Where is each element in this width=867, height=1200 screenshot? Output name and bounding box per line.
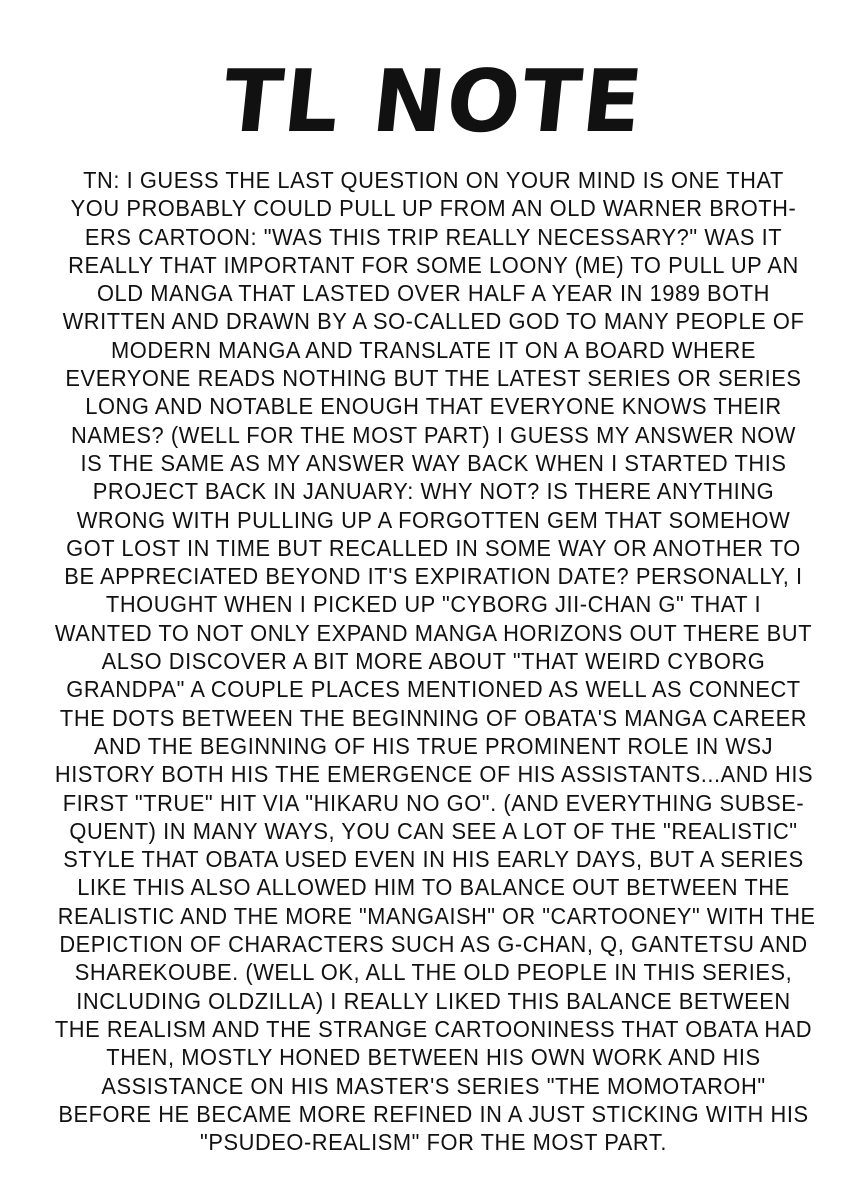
note-line: WRITTEN AND DRAWN BY A SO-CALLED GOD TO MANY PEOPLE OF [62,308,805,335]
note-line: LONG AND NOTABLE ENOUGH THAT EVERYONE KNOWS THEIR [85,393,782,420]
note-body [26,166,841,1156]
note-line: ERS CARTOON: "WAS THIS TRIP REALLY NECESSARY?" WAS IT [84,223,783,250]
note-line: NAMES? (WELL FOR THE MOST PART) I GUESS MY ANSWER NOW [71,421,796,448]
note-line: DEPICTION OF CHARACTERS SUCH AS G-CHAN, Q, GANTETSU AND [59,931,808,958]
note-line: WRONG WITH PULLING UP A FORGOTTEN GEM THAT SOMEHOW [76,506,791,533]
note-line: WANTED TO NOT ONLY EXPAND MANGA HORIZONS OUT THERE BUT [54,619,813,646]
note-line: REALISTIC AND THE MORE "MANGAISH" OR "CARTOONEY" WITH THE [57,902,816,929]
note-line: LIKE THIS ALSO ALLOWED HIM TO BALANCE OUT BETWEEN THE [77,874,790,901]
note-line: ALSO DISCOVER A BIT MORE ABOUT "THAT WEIRD CYBORG [101,648,766,675]
note-line: MODERN MANGA AND TRANSLATE IT ON A BOARD WHERE [110,336,757,363]
note-line: FIRST "TRUE" HIT VIA "HIKARU NO GO". (AND EVERYTHING SUBSE- [62,789,805,816]
note-line: THE REALISM AND THE STRANGE CARTOONINESS THAT OBATA HAD [54,1015,813,1042]
note-line: REALLY THAT IMPORTANT FOR SOME LOONY (ME) TO PULL UP AN [68,251,799,278]
note-line: HISTORY BOTH HIS THE EMERGENCE OF HIS ASSISTANTS...AND HIS [54,761,814,788]
note-line: THEN, MOSTLY HONED BETWEEN HIS OWN WORK AND HIS [106,1044,761,1071]
note-line: THOUGHT WHEN I PICKED UP "CYBORG JII-CHAN G" THAT I [105,591,762,618]
note-line: BE APPRECIATED BEYOND IT'S EXPIRATION DATE? PERSONALLY, I [64,563,803,590]
note-line: GOT LOST IN TIME BUT RECALLED IN SOME WAY OR ANOTHER TO [66,534,801,561]
note-line: OLD MANGA THAT LASTED OVER HALF A YEAR IN 1989 BOTH [96,280,771,307]
note-line: THE DOTS BETWEEN THE BEGINNING OF OBATA'S MANGA CAREER [59,704,808,731]
note-line: BEFORE HE BECAME MORE REFINED IN A JUST STICKING WITH HIS [58,1100,809,1127]
note-line: INCLUDING OLDZILLA) I REALLY LIKED THIS BALANCE BETWEEN [76,987,791,1014]
note-line: ASSISTANCE ON HIS MASTER'S SERIES "THE MOMOTAROH" [101,1072,766,1099]
note-line: SHAREKOUBE. (WELL OK, ALL THE OLD PEOPLE IN THIS SERIES, [74,959,793,986]
note-line: EVERYONE READS NOTHING BUT THE LATEST SERIES OR SERIES [65,365,802,392]
note-line: STYLE THAT OBATA USED EVEN IN HIS EARLY DAYS, BUT A SERIES [63,846,804,873]
note-line: "PSUDEO-REALISM" FOR THE MOST PART. [200,1129,667,1156]
note-line: IS THE SAME AS MY ANSWER WAY BACK WHEN I STARTED THIS [80,449,787,476]
note-line: QUENT) IN MANY WAYS, YOU CAN SEE A LOT OF THE "REALISTIC" [69,817,798,844]
note-line: TN: I GUESS THE LAST QUESTION ON YOUR MIND IS ONE THAT [83,167,784,193]
note-line: GRANDPA" A COUPLE PLACES MENTIONED AS WELL AS CONNECT [66,676,801,703]
note-line: YOU PROBABLY COULD PULL UP FROM AN OLD WARNER BROTH- [70,195,797,222]
note-line: AND THE BEGINNING OF HIS TRUE PROMINENT ROLE IN WSJ [93,732,774,759]
note-line: PROJECT BACK IN JANUARY: WHY NOT? IS THERE ANYTHING [92,478,775,505]
page-title: TL NOTE [218,52,649,152]
